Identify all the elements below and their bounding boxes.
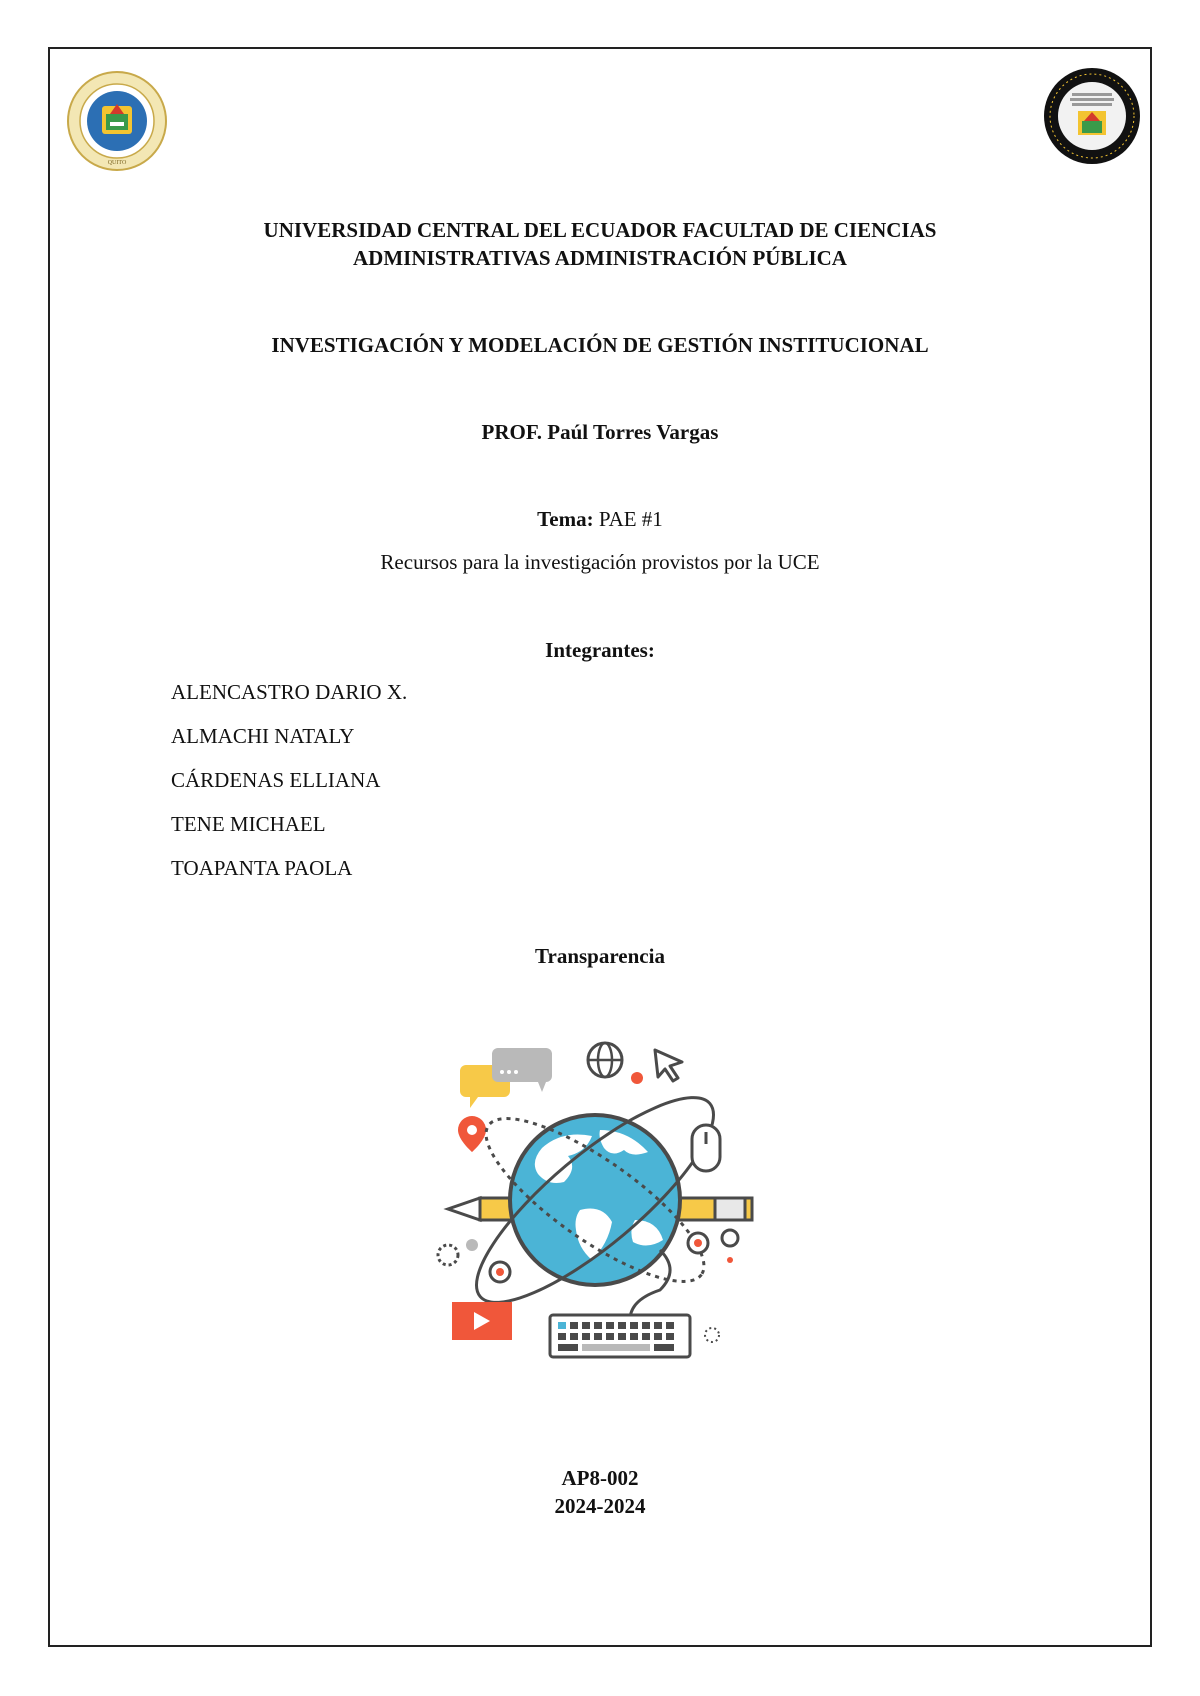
member-item: CÁRDENAS ELLIANA (171, 768, 381, 792)
university-title (48, 216, 1152, 272)
course-code: AP8-002 (561, 1466, 639, 1490)
theme-label: Transparencia (535, 944, 665, 968)
svg-text:QUITO: QUITO (107, 160, 127, 166)
university-title-line-1: UNIVERSIDAD CENTRAL DEL ECUADOR FACULTAD DE CIENCIAS (263, 218, 937, 242)
topic-label: Tema: (537, 507, 594, 531)
member-item: TENE MICHAEL (171, 812, 326, 836)
members-heading: Integrantes: (545, 638, 655, 662)
professor-name: PROF. Paúl Torres Vargas (481, 420, 719, 444)
member-item: TOAPANTA PAOLA (171, 856, 353, 880)
university-title-line-2: ADMINISTRATIVAS ADMINISTRACIÓN PÚBLICA (353, 246, 847, 270)
member-item: ALMACHI NATALY (171, 724, 355, 748)
subject-title: INVESTIGACIÓN Y MODELACIÓN DE GESTIÓN INSTITUCIONAL (271, 333, 929, 357)
topic-description: Recursos para la investigación provistos por la UCE (380, 550, 820, 574)
topic-line (48, 507, 1152, 532)
academic-period: 2024-2024 (554, 1494, 646, 1518)
faculty-seal-icon (1042, 66, 1142, 166)
members-list (171, 680, 407, 900)
topic-value: PAE #1 (593, 507, 663, 531)
globe-illustration-icon (430, 1020, 770, 1365)
member-item: ALENCASTRO DARIO X. (171, 680, 408, 704)
university-seal-icon (66, 70, 168, 172)
